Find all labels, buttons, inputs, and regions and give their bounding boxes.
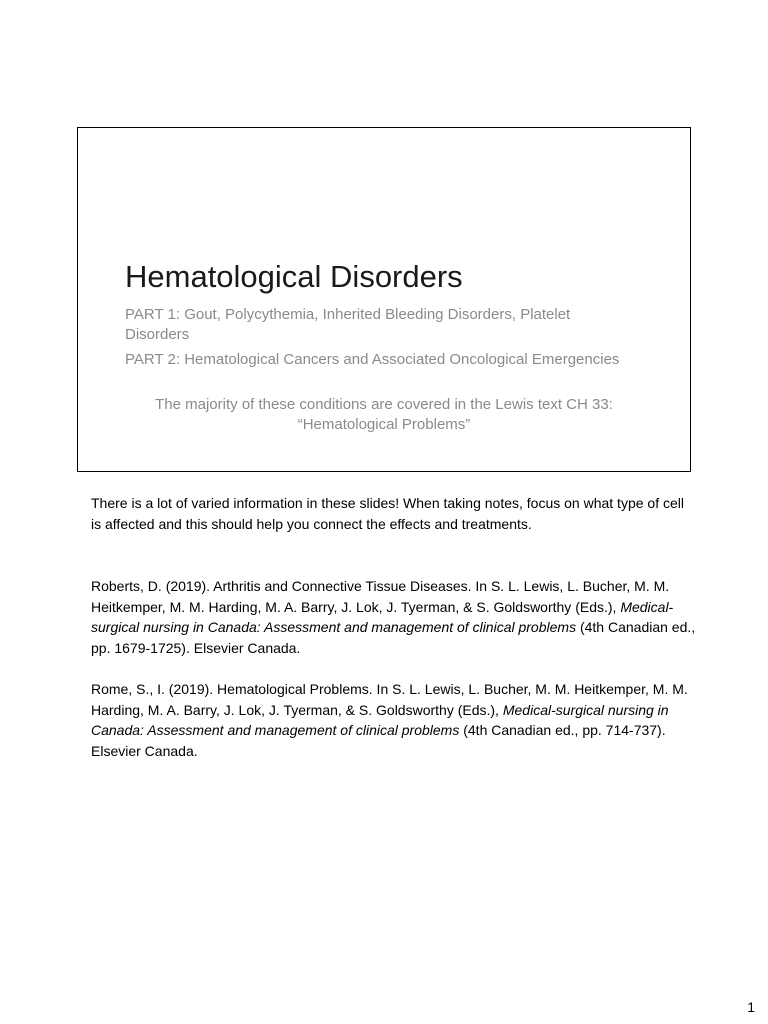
page-number: 1 <box>747 999 755 1015</box>
slide-part-2: PART 2: Hematological Cancers and Associated Oncological Emergencies <box>125 351 620 368</box>
slide-textbook-note: The majority of these conditions are covered in the Lewis text CH 33: “Hematological Problems” <box>155 396 613 433</box>
slide-title: Hematological Disorders <box>125 259 463 294</box>
reference-roberts-book-title: Medical-surgical nursing in Canada: Assessment and management of clinical problems <box>91 598 674 636</box>
reference-rome <box>91 679 696 762</box>
reference-rome-lead: Rome, S., I. (2019). Hematological Problems. In S. L. Lewis, L. Bucher, M. M. Heitkemper, M. M. Harding, M. A. Barry, J. Lok, J. Tyerman, & S. Goldsworthy (Eds.), <box>91 681 688 718</box>
reference-rome-book-title: Medical-surgical nursing in Canada: Assessment and management of clinical problems <box>91 701 669 739</box>
reference-roberts-tail: (4th Canadian ed., pp. 1679-1725). Elsevier Canada. <box>91 619 696 657</box>
notes-intro: There is a lot of varied information in these slides! When taking notes, focus on what type of cell is affected and this should help you connect the effects and treatments. <box>91 495 684 532</box>
slide-thumbnail <box>77 127 691 472</box>
reference-rome-tail: (4th Canadian ed., pp. 714-737). Elsevier Canada. <box>91 722 666 760</box>
reference-roberts <box>91 576 696 659</box>
slide-part-1: PART 1: Gout, Polycythemia, Inherited Bleeding Disorders, Platelet Disorders <box>125 306 571 343</box>
reference-roberts-lead: Roberts, D. (2019). Arthritis and Connective Tissue Diseases. In S. L. Lewis, L. Bucher, M. M. Heitkemper, M. M. Harding, M. A. Barry, J. Lok, J. Tyerman, & S. Goldsworthy (Eds.), <box>91 578 670 615</box>
